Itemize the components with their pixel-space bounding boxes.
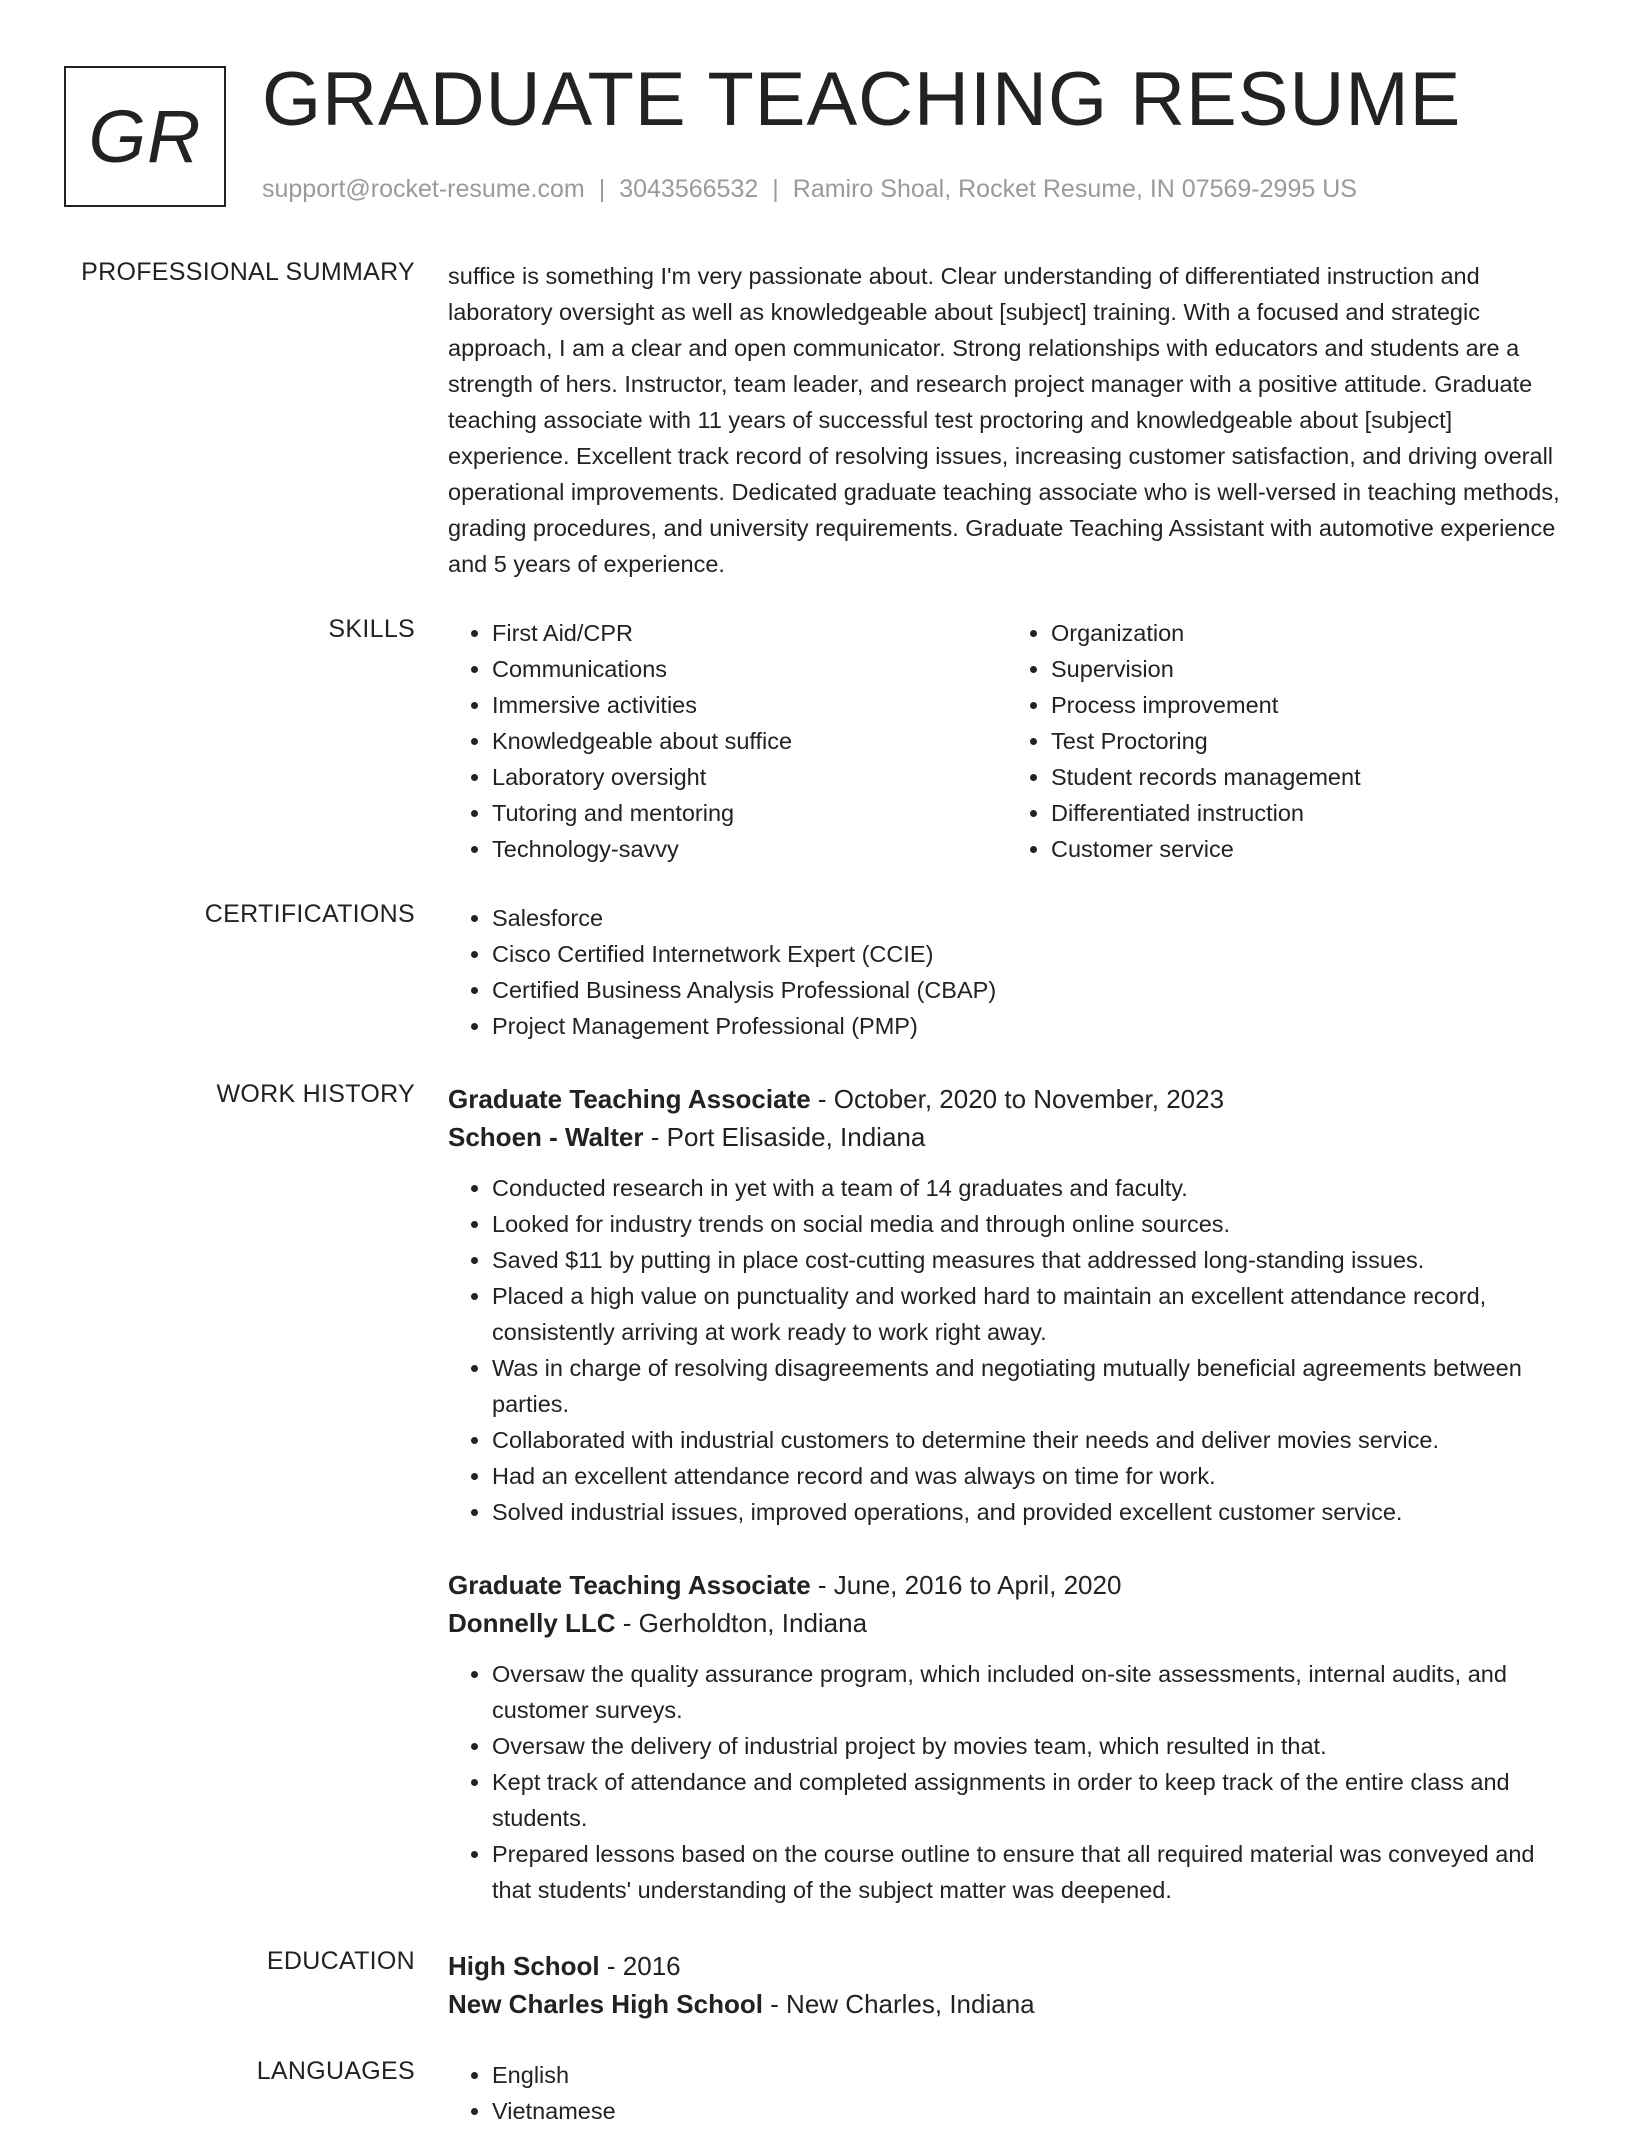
job-company-line [448,1118,1566,1156]
contact-separator: | [598,175,606,203]
certifications-body [448,900,1566,1044]
skills-list-right [1007,615,1566,867]
job-entry [448,1080,1566,1530]
job-bullet: • Looked for industry trends on social media and through online sources. [492,1206,1566,1242]
skill-item: • Immersive activities [492,687,1007,723]
languages-heading: LANGUAGES [256,2057,415,2085]
job-bullet: • Prepared lessons based on the course outline to ensure that all required material was conveyed and that students' understanding of the subject matter was deepened. [492,1836,1566,1908]
skill-item: • Student records management [1051,759,1566,795]
monogram-initials: GR [88,95,202,178]
certifications-heading: CERTIFICATIONS [204,900,415,928]
skill-item: • Communications [492,651,1007,687]
education-year: - 2016 [599,1951,681,1981]
skill-item: • Process improvement [1051,687,1566,723]
skill-item: • Technology-savvy [492,831,1007,867]
job-entry [448,1566,1566,1908]
skill-item: • First Aid/CPR [492,615,1007,651]
language-item: • English [492,2057,1566,2093]
languages-list [448,2057,1566,2129]
skill-item: • Organization [1051,615,1566,651]
certification-item: • Project Management Professional (PMP) [492,1008,1566,1044]
job-bullet: • Oversaw the delivery of industrial project by movies team, which resulted in that. [492,1728,1566,1764]
job-title-line [448,1566,1566,1604]
job-company: Donnelly LLC [448,1608,616,1638]
education-degree-line [448,1947,1566,1985]
job-dates: - June, 2016 to April, 2020 [810,1570,1122,1600]
work-history-heading: WORK HISTORY [216,1080,415,1108]
job-bullet: • Conducted research in yet with a team of 14 graduates and faculty. [492,1170,1566,1206]
job-bullet: • Collaborated with industrial customers to determine their needs and deliver movies service. [492,1422,1566,1458]
certification-item: • Salesforce [492,900,1566,936]
skill-item: • Customer service [1051,831,1566,867]
languages-body [448,2057,1566,2129]
education-heading: EDUCATION [266,1947,415,1975]
job-bullet: • Solved industrial issues, improved operations, and provided excellent customer service. [492,1494,1566,1530]
skill-item: • Differentiated instruction [1051,795,1566,831]
contact-address: Ramiro Shoal, Rocket Resume, IN 07569-2995 US [792,175,1357,203]
contact-phone[interactable]: 3043566532 [619,175,759,203]
summary-heading: PROFESSIONAL SUMMARY [81,258,415,286]
job-title-line [448,1080,1566,1118]
education-location: - New Charles, Indiana [762,1989,1035,2019]
education-school-line [448,1985,1566,2023]
job-bullets [448,1656,1566,1908]
job-bullets [448,1170,1566,1530]
job-bullet: • Placed a high value on punctuality and worked hard to maintain an excellent attendance record, consistently arriving at work ready to work right away. [492,1278,1566,1350]
job-bullet: • Saved $11 by putting in place cost-cutting measures that addressed long-standing issues. [492,1242,1566,1278]
certifications-list [448,900,1566,1044]
job-company-line [448,1604,1566,1642]
job-bullet: • Was in charge of resolving disagreements and negotiating mutually beneficial agreements between parties. [492,1350,1566,1422]
job-bullet: • Had an excellent attendance record and was always on time for work. [492,1458,1566,1494]
job-bullet: • Oversaw the quality assurance program, which included on-site assessments, internal audits, and customer surveys. [492,1656,1566,1728]
resume-title: GRADUATE TEACHING RESUME [262,57,1462,142]
job-title: Graduate Teaching Associate [448,1570,811,1600]
certification-item: • Cisco Certified Internetwork Expert (CCIE) [492,936,1566,972]
skills-list-left [448,615,1007,867]
job-location: - Port Elisaside, Indiana [643,1122,926,1152]
job-bullet: • Kept track of attendance and completed assignments in order to keep track of the entire class and students. [492,1764,1566,1836]
job-title: Graduate Teaching Associate [448,1084,811,1114]
education-degree: High School [448,1951,600,1981]
certification-item: • Certified Business Analysis Professional (CBAP) [492,972,1566,1008]
skill-item: • Tutoring and mentoring [492,795,1007,831]
monogram-box [64,66,226,207]
contact-line [262,175,1357,204]
skill-item: • Supervision [1051,651,1566,687]
job-company: Schoen - Walter [448,1122,644,1152]
summary-body [448,258,1566,582]
language-item: • Vietnamese [492,2093,1566,2129]
skill-item: • Test Proctoring [1051,723,1566,759]
skill-item: • Laboratory oversight [492,759,1007,795]
summary-text: suffice is something I'm very passionate about. Clear understanding of differentiated instruction and laboratory oversight as well as knowledgeable about [subject] training. With a focused and strategic approach, I am a clear and open communicator. Strong relationships with educators and students are a strength of hers. Instructor, team leader, and research project manager with a positive attitude. Graduate teaching associate with 11 years of successful test proctoring and knowledgeable about [subject] experience. Excellent track record of resolving issues, increasing customer satisfaction, and driving overall operational improvements. Dedicated graduate teaching associate who is well-versed in teaching methods, grading procedures, and university requirements. Graduate Teaching Assistant with automotive experience and 5 years of experience. [448,263,1560,577]
skills-heading: SKILLS [328,615,415,643]
work-history-body [448,1080,1566,1908]
education-school: New Charles High School [448,1989,763,2019]
job-dates: - October, 2020 to November, 2023 [810,1084,1225,1114]
job-location: - Gerholdton, Indiana [615,1608,868,1638]
education-body [448,1947,1566,2023]
skills-body [448,615,1566,867]
contact-separator: | [772,175,779,203]
contact-email[interactable]: support@rocket-resume.com [262,175,585,203]
skill-item: • Knowledgeable about suffice [492,723,1007,759]
